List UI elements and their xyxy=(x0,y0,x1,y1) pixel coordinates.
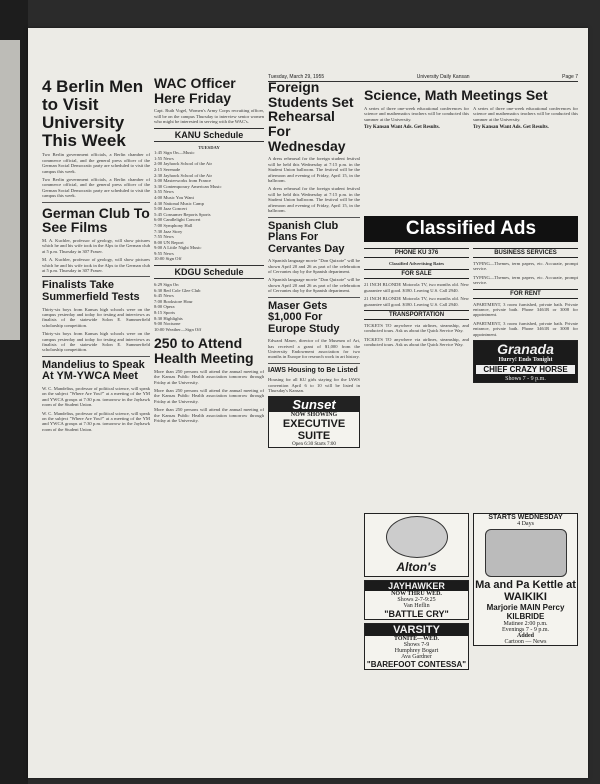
ma-pa-stars: Marjorie MAIN Percy KILBRIDE xyxy=(486,603,565,621)
classified-phone: PHONE KU 376 xyxy=(364,248,469,258)
headline-science: Science, Math Meetings Set xyxy=(364,88,548,103)
schedule-row: 7:00 Bookstore Hour xyxy=(154,298,193,304)
evening-time: Evenings 7 - 9 p.m. xyxy=(502,627,549,633)
varsity-star-2: Ava Gardner xyxy=(401,654,432,660)
header-date: Tuesday, March 29, 1955 xyxy=(268,74,325,80)
schedule-row: 6:00 Candlelight Concert xyxy=(154,217,201,223)
schedule-row: 8:15 Sports xyxy=(154,310,176,316)
article-mandelius-cont: W. C. Mandelius, professor of political science, will speak on the subject "Where Are You?" at a meeting of the YM and YWCA groups at 7:30 p.m. tomorrow in the Jayhawk room of the Student Union. xyxy=(42,410,150,432)
cartoon-figure-icon xyxy=(386,516,448,558)
granada-logo: Granada xyxy=(497,341,554,358)
ad-business: TYPING—Themes, term papers, etc. Accurate, prompt service. xyxy=(473,261,578,272)
column-3 xyxy=(268,80,360,451)
granada-ad xyxy=(473,340,578,383)
divider xyxy=(42,356,150,357)
starts-days: 4 Days xyxy=(517,521,534,527)
article-health-cont2: More than 250 persons will attend the annual meeting of the Kansas Public Health association tomorrow through Friday at the University. xyxy=(154,407,264,424)
schedule-row: 4:30 National Music Camp xyxy=(154,200,204,206)
article-iaws: Housing for all KU girls staying for the IAWS convention April 6 to 10 will be listed in Thursday's Kansan. xyxy=(268,377,360,393)
article-science-cont: A series of three one-week educational conferences for science and mathematics teachers will be conducted this summer at the University. xyxy=(473,105,578,122)
article-health: More than 250 persons will attend the annual meeting of the Kansas Public Health association tomorrow through Friday at the University. xyxy=(154,368,264,385)
jayhawker-logo: JAYHAWKER xyxy=(365,581,468,591)
jayhawker-star: Van Heflin xyxy=(403,603,430,609)
schedule-row: 7:55 News xyxy=(154,234,174,240)
headline-finalists: Finalists Take Summerfield Tests xyxy=(42,279,140,303)
article-spanish-club: A Spanish language movie "Don Quixote" will be shown April 20 and 26 as part of the celebration of Cervantes day by the Spanish department. xyxy=(268,258,360,274)
schedule-row: 8:30 Highlights xyxy=(154,315,183,321)
header-page: Page 7 xyxy=(562,74,578,80)
section-business: BUSINESS SERVICES xyxy=(473,248,578,258)
article-german-club: M. A. Kuchler, professor of geology, will show pictures which he and his wife took in the Alps to the German club at 5 p.m. Thursday in 307 Fraser. xyxy=(42,238,150,254)
classified-banner: Classified Ads xyxy=(364,216,578,242)
want-ads-tagline: Try Kansan Want Ads. Get Results. xyxy=(364,124,440,130)
granada-hurry: Hurry! Ends Tonight xyxy=(498,357,553,364)
schedule-row: 9:00 A Little Night Music xyxy=(154,245,202,251)
sunset-movie: EXECUTIVE SUITE xyxy=(282,418,346,443)
ad-for-sale-2: 21 INCH BLONDE Motorola TV, two months old. New guarantee still good. $180. Leaving U.S. Call 2940. xyxy=(364,296,469,307)
headline-wac: WAC Officer Here Friday xyxy=(154,76,236,106)
ma-pa-title: Ma and Pa Kettle at WAIKIKI xyxy=(475,579,576,603)
headline-foreign-students: Foreign Students Set Rehearsal For Wednesday xyxy=(268,80,354,154)
article-health-cont: More than 250 persons will attend the annual meeting of the Kansas Public Health association tomorrow through Friday at the University. xyxy=(154,388,264,404)
schedule-row: 5:00 Jazz Concert xyxy=(154,206,187,212)
headline-iaws: IAWS Housing to Be Listed xyxy=(268,366,358,374)
schedule-row: 3:30 Contemporary American Music xyxy=(154,183,222,189)
theater-ads xyxy=(364,510,578,673)
granada-times: Shows 7 - 9 p.m. xyxy=(505,376,546,383)
article-mandelius: W. C. Mandelius, professor of political science, will speak on the subject "Where Are You?" at a meeting of the YM and YWCA groups at 7:30 p.m. tomorrow in the Jayhawk room of the Student Union. xyxy=(42,385,150,408)
classified-rates: Classified Advertising Rates xyxy=(388,261,445,266)
article-spanish-club-cont: A Spanish language movie "Don Quixote" will be shown April 20 and 26 as part of the celebration of Cervantes day by the Spanish department. xyxy=(268,277,360,294)
movie-poster-icon xyxy=(485,529,567,577)
schedule-row: 1:45 Sign On—Music xyxy=(154,150,195,156)
schedule-row: 6:29 Sign On xyxy=(154,282,179,288)
classified-col-right xyxy=(473,245,578,386)
varsity-movie: "BAREFOOT CONTESSA" xyxy=(366,660,467,669)
sunset-times: Open 6:30 Starts 7:00 xyxy=(292,442,336,448)
adjacent-page-edge xyxy=(0,40,20,340)
schedule-row: 10:00 Weather—Sign Off xyxy=(154,326,202,332)
classified-col-left xyxy=(364,245,469,386)
cartoon-news: Cartoon — News xyxy=(504,639,547,645)
schedule-row: 3:00 Masterworks from France xyxy=(154,178,212,184)
divider xyxy=(268,217,360,218)
granada-movie: CHIEF CRAZY HORSE xyxy=(476,365,575,374)
sunset-logo: Sunset xyxy=(269,397,359,412)
starts-wednesday: STARTS WEDNESDAY xyxy=(488,514,563,521)
schedule-row: 2:15 Serenade xyxy=(154,166,181,172)
article-finalists: Thirty-six boys from Kansas high schools were on the campus yesterday and today for testing and interviews as finalists of the statewide Solon E. Summerfield scholarship competition. xyxy=(42,306,150,328)
schedule-row: 8:00 Opera xyxy=(154,304,175,310)
added-label: Added xyxy=(516,633,534,639)
ma-pa-kettle-ad xyxy=(473,513,578,646)
article-finalists-cont: Thirty-six boys from Kansas high schools were on the campus yesterday and today for testing and interviews as finalists of the statewide Solon E. Summerfield scholarship competition. xyxy=(42,331,150,353)
article-foreign-students: A dress rehearsal for the foreign student festival will be held this Wednesday at 7:15 p.m. in the Student Union ballroom. The festival will be the afternoon and evening of Friday, April 15, in the ballroom. xyxy=(268,156,360,184)
ad-business-2: TYPING—Themes, term papers, etc. Accurate, prompt service. xyxy=(473,274,578,286)
sunset-theater-ad xyxy=(268,396,360,448)
ad-transportation: TICKETS TO anywhere via airlines, steamship, and conducted tours. Ask us about the Quick Service Way. xyxy=(364,323,469,334)
schedule-row: 2:30 Jayhawk School of the Air xyxy=(154,172,213,178)
altons-ad xyxy=(364,513,469,577)
kanu-schedule-title: KANU Schedule xyxy=(154,128,264,142)
article-wac: Capt. Ruth Vogel, Women's Army Corps recruiting officer, will be on the campus Thursday to interview senior women who might be interested in serving with the WAC's. xyxy=(154,108,264,125)
kdgu-schedule-title: KDGU Schedule xyxy=(154,265,264,279)
schedule-row: 3:55 News xyxy=(154,189,174,195)
sunset-now-showing: NOW SHOWING xyxy=(290,412,338,419)
article-maser: Edward Maser, director of the Museum of Art, has received a grant of $1,000 from the University Endowment association for two months in Europe for research work in art history. xyxy=(268,338,360,360)
kanu-schedule-list xyxy=(154,150,264,262)
schedule-row: 10:00 Sign Off xyxy=(154,256,182,262)
classified-section xyxy=(364,216,578,386)
schedule-row: 6:30 Red Cole Glee Club xyxy=(154,287,201,293)
headline-german-club: German Club To See Films xyxy=(42,204,150,236)
schedule-row: 5:45 Consumer Reports Sports xyxy=(154,211,211,217)
theater-ads-right xyxy=(473,510,578,673)
newspaper-page xyxy=(28,28,588,778)
want-ads-tagline-2: Try Kansan Want Ads. Get Results. xyxy=(473,124,549,130)
altons-logo: Alton's xyxy=(396,560,437,574)
varsity-shows: Shows 7-9 xyxy=(403,642,430,648)
kanu-day: TUESDAY xyxy=(198,144,220,150)
schedule-row: 6:45 News xyxy=(154,293,174,299)
varsity-logo: VARSITY xyxy=(365,624,468,636)
schedule-row: 7:30 Jazz Story xyxy=(154,228,183,234)
article-berlin: Two Berlin government officials, a Berlin chamber of commerce official, and the general press officer of the German Social Democratic party are scheduled to visit the campus this week. xyxy=(42,152,150,174)
divider xyxy=(268,363,360,364)
section-for-rent: FOR RENT xyxy=(473,289,578,299)
jayhawker-shows: Shows 2-7-9:25 xyxy=(397,597,436,603)
headline-health: 250 to Attend Health Meeting xyxy=(154,335,254,367)
schedule-row: 7:00 Symphony Hall xyxy=(154,222,193,228)
article-science: A series of three one-week educational conferences for science and mathematics teachers will be conducted this summer at the University. xyxy=(364,105,469,122)
jayhawker-movie: "BATTLE CRY" xyxy=(384,609,449,619)
header-paper: University Daily Kansan xyxy=(416,74,470,80)
section-for-sale: FOR SALE xyxy=(364,269,469,279)
column-4 xyxy=(364,88,578,130)
divider xyxy=(268,297,360,298)
ad-for-rent: APARTMENT, 3 room furnished, private bath. Private entrance, private bath. Phone 3461R or 3008 for appointment. xyxy=(473,301,578,318)
schedule-row: 9:00 Nocturne xyxy=(154,321,181,327)
headline-spanish-club: Spanish Club Plans For Cervantes Day xyxy=(268,219,345,255)
theater-ads-left xyxy=(364,510,469,673)
varsity-now: TONITE—WED. xyxy=(393,636,440,642)
varsity-ad xyxy=(364,623,469,670)
ad-for-sale: 21 INCH BLONDE Motorola TV, two months old. New guarantee still good. $180. Leaving U.S. Call 2940. xyxy=(364,282,469,293)
article-berlin-cont: Two Berlin government officials, a Berlin chamber of commerce official, and the general press officer of the German Social Democratic party are scheduled to visit the campus this week. xyxy=(42,177,150,199)
headline-mandelius: Mandelius to Speak At YM-YWCA Meet xyxy=(42,358,145,383)
article-foreign-students-cont: A dress rehearsal for the foreign student festival will be held this Wednesday at 7:15 p.m. in the Student Union ballroom. The festival will be the afternoon and evening of Friday, April 15, in the ballroom. xyxy=(268,186,360,214)
schedule-row: 9:55 News xyxy=(154,250,174,256)
headline-maser: Maser Gets $1,000 For Europe Study xyxy=(268,299,340,335)
varsity-star-1: Humphrey Bogart xyxy=(394,648,439,654)
headline-berlin: 4 Berlin Men to Visit University This Week xyxy=(42,78,144,150)
schedule-row: 1:55 News xyxy=(154,155,174,161)
matinee-time: Matinee 2:00 p.m. xyxy=(503,621,548,627)
schedule-row: 4:00 Music You Want xyxy=(154,194,194,200)
jayhawker-now: NOW THRU WED. xyxy=(391,591,442,597)
section-transportation: TRANSPORTATION xyxy=(364,310,469,320)
kdgu-schedule-list xyxy=(154,282,264,332)
schedule-row: 8:00 UN Report xyxy=(154,239,184,245)
article-german-club-cont: M. A. Kuchler, professor of geology, will show pictures which he and his wife took in the Alps to the German club at 5 p.m. Thursday in 307 Fraser. xyxy=(42,257,150,274)
jayhawker-ad xyxy=(364,580,469,620)
divider xyxy=(42,202,150,203)
column-1 xyxy=(42,78,150,435)
column-2 xyxy=(154,76,264,426)
divider xyxy=(42,276,150,277)
ad-for-rent-2: APARTMENT, 3 room furnished, private bath. Private entrance, private bath. Phone 3461R or 3008 for appointment. xyxy=(473,320,578,337)
ad-transportation-2: TICKETS TO anywhere via airlines, steamship, and conducted tours. Ask us about the Quick Service Way. xyxy=(364,336,469,348)
schedule-row: 2:00 Jayhawk School of the Air xyxy=(154,161,213,167)
